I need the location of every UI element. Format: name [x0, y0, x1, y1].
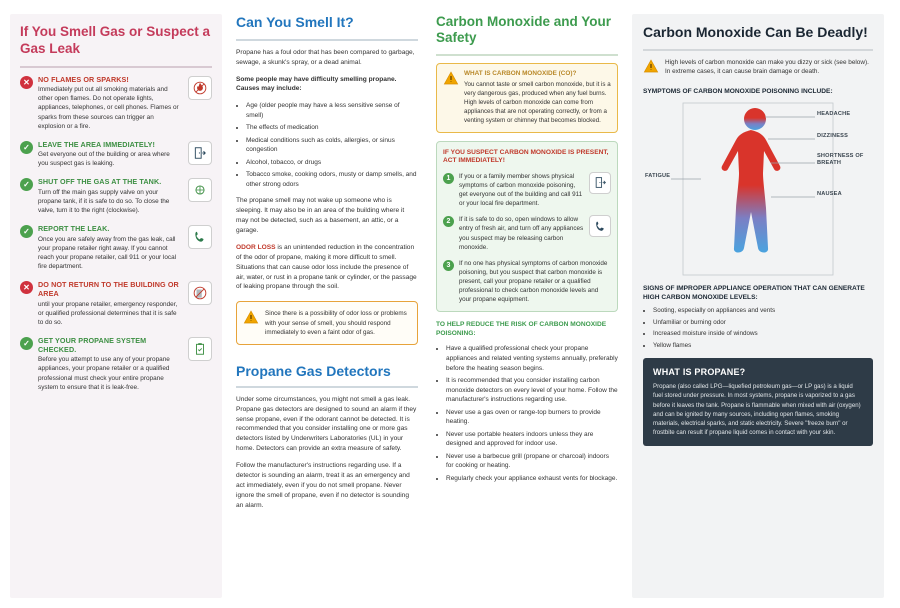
divider: [236, 39, 418, 41]
no-symbol-icon: ✕: [20, 76, 33, 89]
carbon-monoxide-panel: [432, 14, 622, 598]
step-heading: DO NOT RETURN TO THE BUILDING OR AREA: [38, 280, 179, 299]
step-text: If no one has physical symptoms of carbon monoxide poisoning, but you suspect that carbon monoxide is present, call your propane retailer or a qualified professional to check carbon monoxide levels and your propane equipment.: [459, 259, 608, 304]
odor-loss-text: is an unintended reduction in the concentration of the odor of propane, making it more difficult to smell. Situations that can cause odor loss include the presence of air, water, or rust in a propane tank or cylinder, or the passage of leaking propane through the soil.: [236, 243, 417, 291]
list-item: [20, 75, 212, 131]
reduce-risk-list: [436, 344, 618, 483]
what-is-propane-text: Propane (also called LPG—liquefied petroleum gas—or LP gas) is a liquid fuel stored under pressure. In most systems, propane is vaporized to a gas before it leaves the tank. Propane is flammable when mixed with air (oxygen) and can be ignited by many sources, including open flames, smoking materials, electrical sparks, and static electricity. Severe "freeze burn" or frostbite can result if propane liquid comes in contact with your skin.: [653, 383, 861, 436]
warning-triangle-icon: [443, 70, 459, 125]
exit-door-icon: [589, 172, 611, 194]
symptoms-heading: SYMPTOMS OF CARBON MONOXIDE POISONING INCLUDE:: [643, 87, 833, 95]
list-item: • Never use a barbecue grill (propane or charcoal) indoors for cooking or heating.: [446, 452, 618, 472]
exit-door-icon: [188, 141, 212, 165]
list-item: [20, 177, 212, 215]
divider: [20, 66, 212, 68]
list-item: [20, 280, 212, 327]
list-item: [20, 224, 212, 271]
smell-title: Can You Smell It?: [236, 14, 354, 30]
list-item: [20, 140, 212, 169]
step-number: 1: [443, 173, 454, 184]
co-act-heading: IF YOU SUSPECT CARBON MONOXIDE IS PRESENT, ACT IMMEDIATELY!: [443, 148, 609, 165]
odor-callout: [236, 301, 418, 344]
co-act-box: [436, 141, 618, 313]
list-item: [443, 172, 611, 209]
telephone-icon: [589, 215, 611, 237]
divider: [643, 49, 873, 51]
list-item: • Never use a gas oven or range-top burners to provide heating.: [446, 408, 618, 428]
co-deadly-title: Carbon Monoxide Can Be Deadly!: [643, 24, 868, 40]
what-is-propane-heading: WHAT IS PROPANE?: [653, 367, 746, 378]
list-item: • Yellow flames: [653, 341, 873, 350]
list-item: [20, 336, 212, 392]
step-heading: NO FLAMES OR SPARKS!: [38, 74, 129, 84]
signs-list: [643, 306, 873, 350]
check-icon: ✓: [20, 337, 33, 350]
smell-causes-list: [236, 101, 418, 189]
step-text: until your propane retailer, emergency responder, or qualified professional determines that it is safe to do so.: [38, 300, 178, 326]
symptom-label-nausea: NAUSEA: [817, 190, 842, 197]
detectors-title: Propane Gas Detectors: [236, 362, 391, 379]
step-number: 3: [443, 260, 454, 271]
step-number: 2: [443, 216, 454, 227]
co-deadly-warning: [643, 58, 873, 79]
list-item: [443, 259, 611, 305]
step-text: If it is safe to do so, open windows to allow entry of fresh air, and turn off any appliances you suspect may be releasing carbon monoxide.: [459, 216, 584, 251]
step-heading: SHUT OFF THE GAS AT THE TANK.: [38, 177, 162, 187]
step-text: If you or a family member shows physical symptoms of carbon monoxide poisoning, get everyone out of the building and call 911 or your local fire department.: [459, 172, 583, 208]
human-body-figure: [643, 101, 873, 279]
symptom-label-shortness-of-breath: SHORTNESS OF BREATH: [817, 152, 864, 166]
divider: [236, 386, 418, 388]
gas-leak-panel: [10, 14, 222, 598]
step-text: Immediately put out all smoking materials and other open flames. Do not operate lights, appliances, telephones, or cell phones. Flames or sparks from these sources can trigger an explosion or a fire.: [38, 86, 179, 130]
smell-paragraph-3: The propane smell may not wake up someone who is sleeping. It may also be in an area of the building where it may not be detected, such as a basement, an attic, or a garage.: [236, 197, 405, 235]
step-heading: GET YOUR PROPANE SYSTEM CHECKED.: [38, 335, 147, 354]
list-item: • Medical conditions such as colds, allergies, or sinus congestion: [246, 136, 418, 156]
reduce-risk-heading: TO HELP REDUCE THE RISK OF CARBON MONOXIDE POISONING:: [436, 321, 607, 338]
symptom-label-dizziness: DIZZINESS: [817, 132, 849, 139]
no-symbol-icon: ✕: [20, 281, 33, 294]
gas-leak-title: If You Smell Gas or Suspect a Gas Leak: [20, 24, 211, 56]
odor-loss-paragraph: [236, 243, 418, 292]
list-item: • Unfamiliar or burning odor: [653, 318, 873, 327]
body-symptom-diagram: [643, 101, 873, 279]
divider: [436, 54, 618, 56]
list-item: • Regularly check your appliance exhaust vents for blockage.: [446, 474, 618, 484]
what-is-co-heading: WHAT IS CARBON MONOXIDE (CO)?: [464, 70, 577, 78]
warning-triangle-icon: [243, 309, 259, 330]
what-is-co-box: [436, 63, 618, 132]
list-item: • The effects of medication: [246, 123, 418, 133]
list-item: • Sooting, especially on appliances and vents: [653, 306, 873, 315]
list-item: • It is recommended that you consider installing carbon monoxide detectors on every level of your home. Follow the manufacturer's instructions regarding use.: [446, 376, 618, 405]
detectors-paragraph-2: Follow the manufacturer's instructions regarding use. If a detector is sounding an alarm, treat it as an emergency and act immediately, even if you do not smell propane. Never ignore the smell of propane, even if no detector is sounding an alarm.: [236, 462, 410, 509]
symptom-label-fatigue: FATIGUE: [645, 172, 671, 179]
step-text: Once you are safely away from the gas leak, call your propane retailer right away. If you cannot reach your propane retailer, call 911 or your local fire department.: [38, 235, 177, 270]
no-entry-building-icon: [188, 281, 212, 305]
odor-callout-text: Since there is a possibility of odor loss or problems with your sense of smell, you should respond immediately to even a faint odor of gas.: [265, 310, 407, 336]
smell-causes-lead: Some people may have difficulty smelling propane. Causes may include:: [236, 75, 397, 93]
check-icon: ✓: [20, 141, 33, 154]
list-item: • Have a qualified professional check your propane appliances and related venting systems annually, preferably before the heating season begins.: [446, 344, 618, 373]
smell-paragraph-2: [236, 75, 418, 95]
telephone-icon: [188, 225, 212, 249]
co-deadly-warning-text: High levels of carbon monoxide can make you dizzy or sick (see below). In extreme cases, it can cause brain damage or death.: [665, 58, 869, 76]
valve-icon: [188, 178, 212, 202]
detectors-paragraph-1: Under some circumstances, you might not smell a gas leak. Propane gas detectors are designed to sound an alarm if they sense propane, even if the odorant cannot be detected. It is recommended that you consider installing one or more gas detectors listed by Underwriters Laboratories (UL) in your home. Detectors can provide an extra measure of safety.: [236, 395, 417, 453]
co-title: Carbon Monoxide and Your Safety: [436, 14, 612, 46]
signs-heading: SIGNS OF IMPROPER APPLIANCE OPERATION THAT CAN GENERATE HIGH CARBON MONOXIDE LEVELS:: [643, 284, 865, 301]
list-item: • Never use portable heaters indoors unless they are designed and approved for indoor use.: [446, 430, 618, 450]
step-text: Turn off the main gas supply valve on your propane tank, if it is safe to do so. To close the valve, turn it to the right (clockwise).: [38, 188, 170, 215]
what-is-co-text: You cannot taste or smell carbon monoxide, but it is a very dangerous gas, produced when any fuel burns. High levels of carbon monoxide can come from appliances that are not operating correctly, or from a venting system or chimney that becomes blocked.: [464, 80, 611, 124]
no-flame-icon: [188, 76, 212, 100]
clipboard-check-icon: [188, 337, 212, 361]
check-icon: ✓: [20, 225, 33, 238]
what-is-propane-box: [643, 358, 873, 446]
list-item: • Tobacco smoke, cooking odors, musty or damp smells, and other strong odors: [246, 170, 418, 190]
smell-panel: [232, 14, 422, 598]
warning-triangle-icon: [643, 58, 659, 79]
list-item: • Age (older people may have a less sensitive sense of smell): [246, 101, 418, 121]
step-heading: REPORT THE LEAK.: [38, 224, 110, 234]
list-item: [443, 215, 611, 252]
smell-paragraph-1: Propane has a foul odor that has been compared to garbage, sewage, a skunk's spray, or a dead animal.: [236, 48, 415, 66]
list-item: • Increased moisture inside of windows: [653, 329, 873, 338]
check-icon: ✓: [20, 178, 33, 191]
step-text: Before you attempt to use any of your propane appliances, your propane retailer or a qualified professional must check your entire propane system to ensure that it is leak-free.: [38, 356, 170, 391]
symptom-label-headache: HEADACHE: [817, 110, 851, 117]
co-deadly-panel: [632, 14, 884, 598]
step-text: Get everyone out of the building or area where you suspect gas is leaking.: [38, 151, 170, 168]
odor-loss-lead: ODOR LOSS: [236, 243, 276, 251]
list-item: • Alcohol, tobacco, or drugs: [246, 158, 418, 168]
step-heading: LEAVE THE AREA IMMEDIATELY!: [38, 139, 156, 149]
